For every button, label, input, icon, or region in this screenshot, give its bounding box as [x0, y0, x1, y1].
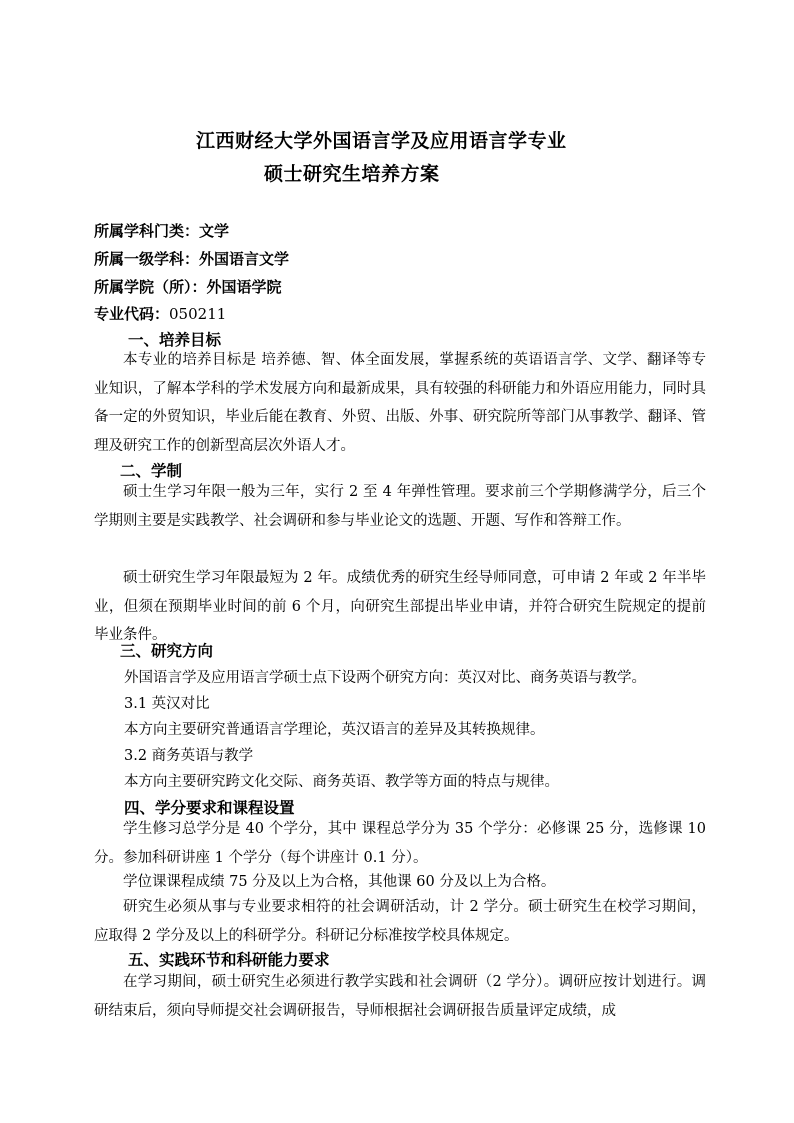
section-3-sub2-title: 3.2 商务英语与教学 [124, 748, 254, 764]
meta-code-label: 专业代码： [94, 305, 170, 323]
section-2-heading: 二、学制 [120, 461, 183, 480]
meta-discipline: 所属一级学科：外国语言文学 [94, 250, 290, 268]
section-2-paragraph-1: 硕士生学习年限一般为三年，实行 2 至 4 年弹性管理。要求前三个学期修满学分，后三个学期则主要是实践教学、社会调研和参与毕业论文的选题、开题、写作和答辩工作。 [94, 484, 706, 529]
section-2-paragraph-2: 硕士研究生学习年限最短为 2 年。成绩优秀的研究生经导师同意，可申请 2 年或 2 年半毕业，但须在预期毕业时间的前 6 个月，向研究生部提出毕业申请，并符合研究生院规定的提前毕业条件。 [94, 570, 706, 643]
document-title-line2: 硕士研究生培养方案 [264, 163, 440, 185]
section-4-paragraph-3: 研究生必须从事与专业要求相符的社会调研活动，计 2 学分。硕士研究生在校学习期间，应取得 2 学分及以上的科研学分。科研记分标准按学校具体规定。 [94, 899, 706, 944]
document-title-line1: 江西财经大学外国语言学及应用语言学专业 [196, 130, 567, 152]
section-3-sub1-text: 本方向主要研究普通语言学理论，英汉语言的差异及其转换规律。 [124, 722, 545, 738]
section-1-paragraph: 本专业的培养目标是 培养德、智、体全面发展，掌握系统的英语语言学、文学、翻译等专业知识，了解本学科的学术发展方向和最新成果，具有较强的科研能力和外语应用能力，同时具备一定的外贸知识，毕业后能在教育、外贸、出版、外事、研究院所等部门从事教学、翻译、管理及研究工作的创新型高层次外语人才。 [94, 352, 706, 454]
meta-college: 所属学院（所）：外国语学院 [94, 278, 282, 296]
section-3-intro: 外国语言学及应用语言学硕士点下设两个研究方向：英汉对比、商务英语与教学。 [124, 670, 646, 686]
meta-category: 所属学科门类：文学 [94, 222, 230, 240]
section-5-paragraph: 在学习期间，硕士研究生必须进行教学实践和社会调研（2 学分）。调研应按计划进行。调研结束后，须向导师提交社会调研报告，导师根据社会调研报告质量评定成绩，成 [94, 974, 706, 1019]
section-3-sub2-text: 本方向主要研究跨文化交际、商务英语、教学等方面的特点与规律。 [124, 774, 559, 790]
meta-code-value: 050211 [169, 305, 227, 323]
section-4-paragraph-1: 学生修习总学分是 40 个学分，其中 课程总学分为 35 个学分：必修课 25 分，选修课 10 分。参加科研讲座 1 个学分（每个讲座计 0.1 分）。 [94, 821, 706, 866]
section-4-heading: 四、学分要求和课程设置 [124, 798, 295, 817]
section-5-heading: 五、实践环节和科研能力要求 [128, 950, 330, 969]
section-4-paragraph-2: 学位课课程成绩 75 分及以上为合格，其他课 60 分及以上为合格。 [123, 874, 556, 890]
section-3-heading: 三、研究方向 [120, 641, 214, 660]
section-1-heading: 一、培养目标 [128, 330, 222, 349]
section-3-sub1-title: 3.1 英汉对比 [124, 696, 210, 712]
meta-code [94, 303, 226, 324]
